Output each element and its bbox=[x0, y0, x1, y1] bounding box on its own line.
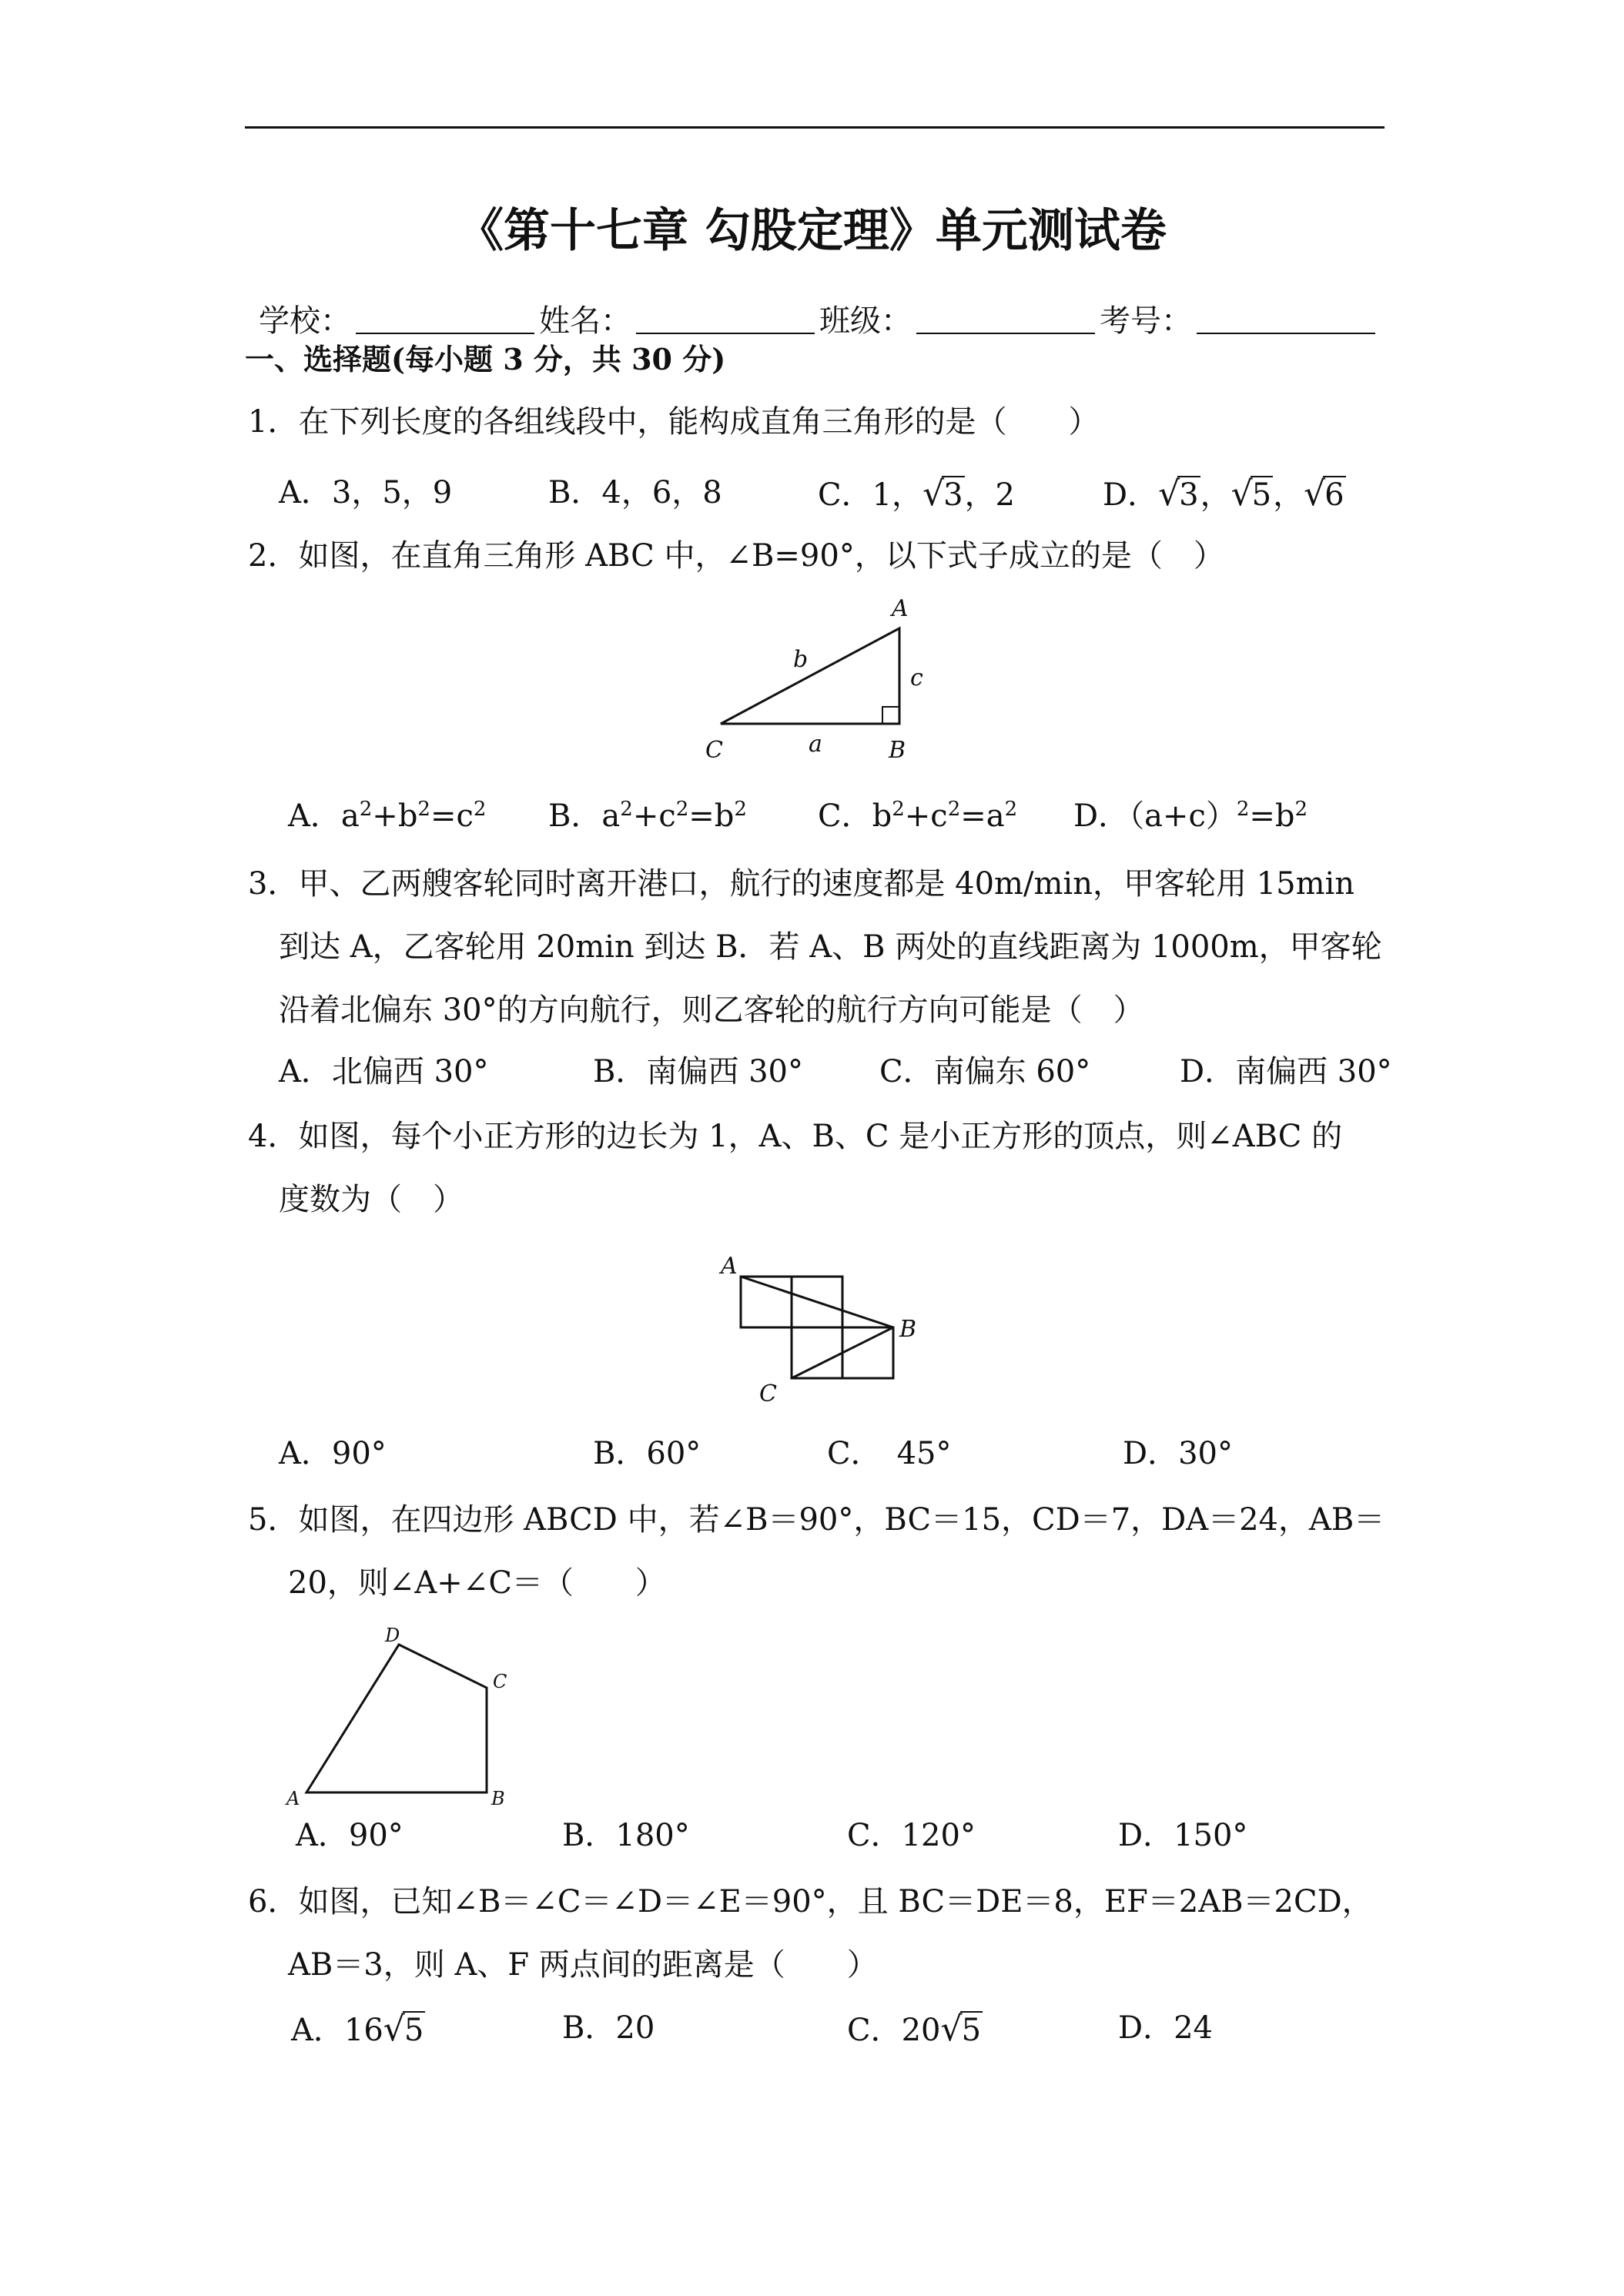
side-c-label: c bbox=[910, 664, 923, 691]
q4-stem-line1: 4．如图，每个小正方形的边长为 1，A、B、C 是小正方形的顶点，则∠ABC 的 bbox=[248, 1119, 1343, 1154]
point-b-label: B bbox=[899, 1316, 917, 1343]
sqrt: 3 bbox=[943, 477, 963, 513]
triangle-abc bbox=[721, 628, 899, 724]
quadrilateral-abcd bbox=[306, 1645, 487, 1792]
q5-option-d: D．150° bbox=[1118, 1818, 1248, 1853]
school-label: 学校： bbox=[259, 303, 351, 339]
q4-option-a: A．90° bbox=[279, 1436, 387, 1471]
q3-option-b: B．南偏西 30° bbox=[593, 1054, 804, 1089]
grid-square bbox=[792, 1327, 842, 1378]
q5-option-a: A．90° bbox=[296, 1818, 403, 1853]
q3-stem-line3: 沿着北偏东 30°的方向航行，则乙客轮的航行方向可能是（ ） bbox=[279, 992, 1144, 1028]
school-blank[interactable] bbox=[356, 333, 534, 334]
q6-stem-line2: AB＝3，则 A、F 两点间的距离是（ ） bbox=[288, 1947, 878, 1983]
point-c-label: C bbox=[759, 1381, 777, 1407]
q5-stem-line2: 20，则∠A+∠C＝（ ） bbox=[288, 1565, 666, 1601]
name-blank[interactable] bbox=[636, 333, 815, 334]
q6-option-a: A．16√5 bbox=[291, 2010, 424, 2049]
q3-stem-line1: 3．甲、乙两艘客轮同时离开港口，航行的速度都是 40m/min，甲客轮用 15min bbox=[248, 866, 1355, 902]
q2-stem: 2．如图，在直角三角形 ABC 中，∠B=90°，以下式子成立的是（ ） bbox=[248, 538, 1224, 574]
q3-option-c: C．南偏东 60° bbox=[879, 1054, 1091, 1089]
q1-stem: 1．在下列长度的各组线段中，能构成直角三角形的是（ ） bbox=[248, 404, 1100, 440]
vertex-b-label: B bbox=[491, 1788, 505, 1809]
q6-option-c: C．20√5 bbox=[847, 2010, 982, 2049]
q4-option-d: D．30° bbox=[1123, 1436, 1233, 1471]
section-heading: 一、选择题(每小题 3 分，共 30 分) bbox=[245, 342, 726, 377]
q1-option-a: A．3，5，9 bbox=[279, 475, 453, 510]
q2-triangle-figure bbox=[693, 593, 939, 778]
vertex-c-label: C bbox=[705, 737, 723, 764]
exam-no-label: 考号： bbox=[1100, 303, 1192, 339]
q4-option-b: B．60° bbox=[593, 1436, 702, 1471]
q5-stem-line1: 5．如图，在四边形 ABCD 中，若∠B＝90°，BC＝15，CD＝7，DA＝24，AB＝ bbox=[248, 1502, 1385, 1538]
header-rule bbox=[245, 126, 1385, 129]
q1-option-b: B．4，6，8 bbox=[548, 475, 722, 510]
side-b-label: b bbox=[793, 646, 809, 673]
q4-option-c: C． 45° bbox=[827, 1436, 952, 1471]
vertex-c-label: C bbox=[493, 1671, 507, 1692]
q5-option-b: B．180° bbox=[562, 1818, 690, 1853]
vertex-b-label: B bbox=[889, 737, 906, 764]
side-a-label: a bbox=[809, 731, 822, 758]
q5-quadrilateral-figure bbox=[285, 1623, 516, 1808]
class-label: 班级： bbox=[819, 303, 912, 339]
q1-option-c: C．1，√3，2 bbox=[818, 474, 1016, 514]
exam-no-blank[interactable] bbox=[1197, 333, 1375, 334]
class-blank[interactable] bbox=[916, 333, 1095, 334]
q3-option-a: A．北偏西 30° bbox=[279, 1054, 489, 1089]
q6-option-b: B．20 bbox=[562, 2010, 655, 2046]
page-title: 《第十七章 勾股定理》单元测试卷 bbox=[457, 204, 1167, 258]
q3-option-d: D．南偏西 30° bbox=[1180, 1054, 1392, 1089]
segment-ab bbox=[741, 1277, 893, 1327]
vertex-d-label: D bbox=[385, 1625, 400, 1646]
q2-option-c: C．$b^2+c^2=a^2$ bbox=[818, 798, 1018, 834]
q6-option-d: D．24 bbox=[1118, 2010, 1213, 2046]
point-a-label: A bbox=[721, 1253, 738, 1280]
q2-option-b: B．$a^2+c^2=b^2$ bbox=[548, 798, 747, 834]
vertex-a-label: A bbox=[892, 595, 909, 622]
q1-option-d: D．√3，√5，√6 bbox=[1103, 474, 1344, 514]
q3-stem-line2: 到达 A，乙客轮用 20min 到达 B．若 A、B 两处的直线距离为 1000m，甲客轮 bbox=[279, 929, 1382, 965]
name-label: 姓名： bbox=[539, 303, 631, 339]
right-angle-mark bbox=[882, 707, 899, 724]
q2-option-a: A．$a^2+b^2=c^2$ bbox=[288, 798, 487, 834]
vertex-a-label: A bbox=[286, 1788, 300, 1809]
q4-stem-line2: 度数为（ ） bbox=[279, 1182, 464, 1217]
q2-option-d: D．$(a+c)^2=b^2$ bbox=[1073, 798, 1308, 834]
grid-square bbox=[842, 1327, 893, 1378]
q6-stem-line1: 6．如图，已知∠B＝∠C＝∠D＝∠E＝90°，且 BC＝DE＝8，EF＝2AB＝2CD， bbox=[248, 1884, 1373, 1919]
q5-option-c: C．120° bbox=[847, 1818, 976, 1853]
q4-grid-figure bbox=[708, 1247, 939, 1424]
